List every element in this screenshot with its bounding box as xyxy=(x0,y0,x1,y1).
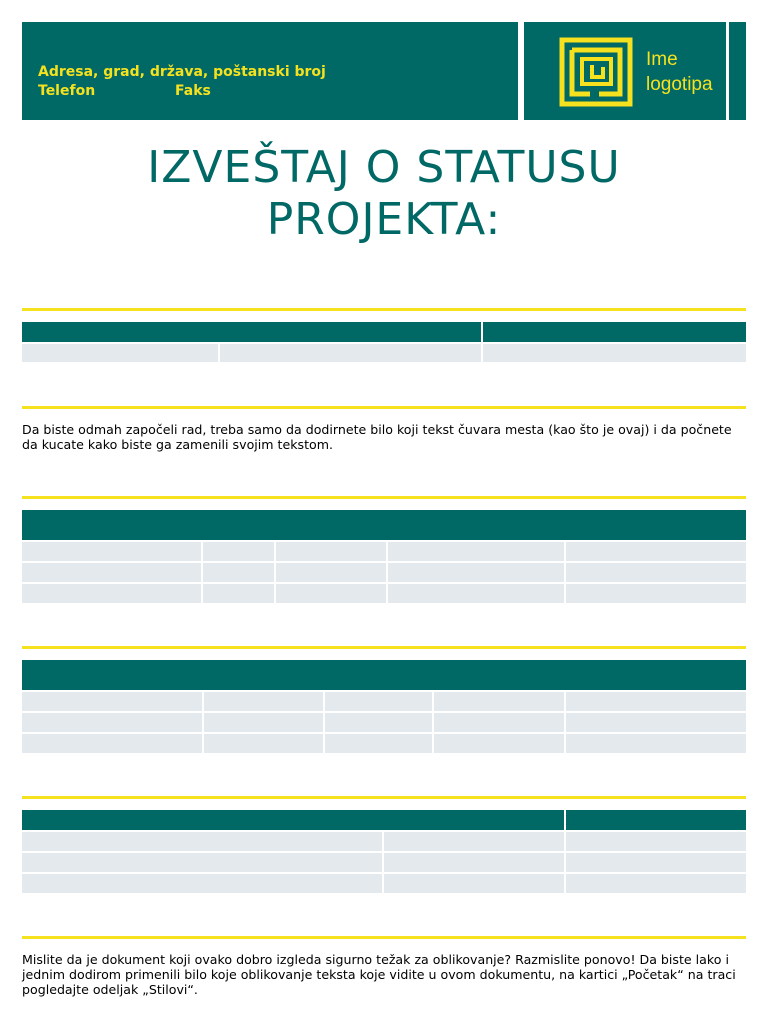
section-divider xyxy=(22,936,746,939)
table3-cell[interactable] xyxy=(204,692,323,711)
table2-cell[interactable] xyxy=(388,584,564,603)
table3-cell[interactable] xyxy=(325,734,432,753)
table3-header[interactable] xyxy=(22,660,746,690)
table3-cell[interactable] xyxy=(22,734,202,753)
table3-cell[interactable] xyxy=(22,692,202,711)
table4-cell[interactable] xyxy=(566,874,746,893)
address-line[interactable]: Adresa, grad, država, poštanski broj xyxy=(38,64,326,80)
section-divider xyxy=(22,646,746,649)
section-divider xyxy=(22,406,746,409)
logo-line-2: logotipa xyxy=(646,74,713,95)
intro-paragraph[interactable]: Da biste odmah započeli rad, treba samo da dodirnete bilo koji tekst čuvara mesta (kao što je ovaj) i da počnete da kucate kako biste ga zamenili svojim tekstom. xyxy=(22,422,732,452)
fax-label[interactable]: Faks xyxy=(175,83,211,99)
table2-cell[interactable] xyxy=(566,542,746,561)
table3-cell[interactable] xyxy=(204,713,323,732)
table4-header-cell[interactable] xyxy=(22,810,564,830)
title-line-2: PROJEKTA: xyxy=(266,194,502,245)
table2-cell[interactable] xyxy=(276,542,386,561)
table2-header[interactable] xyxy=(22,510,746,540)
table2-cell[interactable] xyxy=(22,563,201,582)
table3-cell[interactable] xyxy=(204,734,323,753)
table2-cell[interactable] xyxy=(203,542,274,561)
table2-cell[interactable] xyxy=(22,584,201,603)
section-divider xyxy=(22,496,746,499)
table4-header-cell[interactable] xyxy=(566,810,746,830)
header-accent-bar xyxy=(729,22,746,120)
table1-header-cell[interactable] xyxy=(483,322,746,342)
table2-cell[interactable] xyxy=(566,563,746,582)
table4-cell[interactable] xyxy=(566,853,746,872)
table2-cell[interactable] xyxy=(276,584,386,603)
title-line-1: IZVEŠTAJ O STATUSU xyxy=(147,142,621,193)
section-divider xyxy=(22,796,746,799)
table2-cell[interactable] xyxy=(276,563,386,582)
table2-cell[interactable] xyxy=(388,563,564,582)
table4-cell[interactable] xyxy=(384,832,564,851)
table3-cell[interactable] xyxy=(22,713,202,732)
phone-label[interactable]: Telefon xyxy=(38,83,96,99)
table4-cell[interactable] xyxy=(22,874,382,893)
table3-cell[interactable] xyxy=(325,692,432,711)
section-divider xyxy=(22,308,746,311)
table3-cell[interactable] xyxy=(566,734,746,753)
table4-cell[interactable] xyxy=(384,853,564,872)
table3-cell[interactable] xyxy=(566,713,746,732)
page-title[interactable] xyxy=(0,142,768,246)
table4-cell[interactable] xyxy=(566,832,746,851)
table1-cell[interactable] xyxy=(22,344,218,362)
logo-text[interactable] xyxy=(646,47,713,97)
table4-cell[interactable] xyxy=(22,853,382,872)
table3-cell[interactable] xyxy=(566,692,746,711)
table4-cell[interactable] xyxy=(22,832,382,851)
table3-cell[interactable] xyxy=(434,692,564,711)
table2-cell[interactable] xyxy=(388,542,564,561)
closing-paragraph[interactable]: Mislite da je dokument koji ovako dobro izgleda sigurno težak za oblikovanje? Razmislite ponovo! Da biste lako i jednim dodirom primenili bilo koje oblikovanje teksta koje vidite u ovom dokumentu, na kartici „Početak“ na traci pogledajte odeljak „Stilovi“. xyxy=(22,952,736,997)
table2-cell[interactable] xyxy=(566,584,746,603)
table3-cell[interactable] xyxy=(325,713,432,732)
logo-line-1: Ime xyxy=(646,49,678,70)
table3-cell[interactable] xyxy=(434,734,564,753)
table2-cell[interactable] xyxy=(203,563,274,582)
table1-cell[interactable] xyxy=(483,344,746,362)
table1-cell[interactable] xyxy=(220,344,481,362)
logo-maze-icon[interactable] xyxy=(559,37,633,107)
table4-cell[interactable] xyxy=(384,874,564,893)
table3-cell[interactable] xyxy=(434,713,564,732)
table2-cell[interactable] xyxy=(203,584,274,603)
table1-header-cell[interactable] xyxy=(22,322,481,342)
table2-cell[interactable] xyxy=(22,542,201,561)
